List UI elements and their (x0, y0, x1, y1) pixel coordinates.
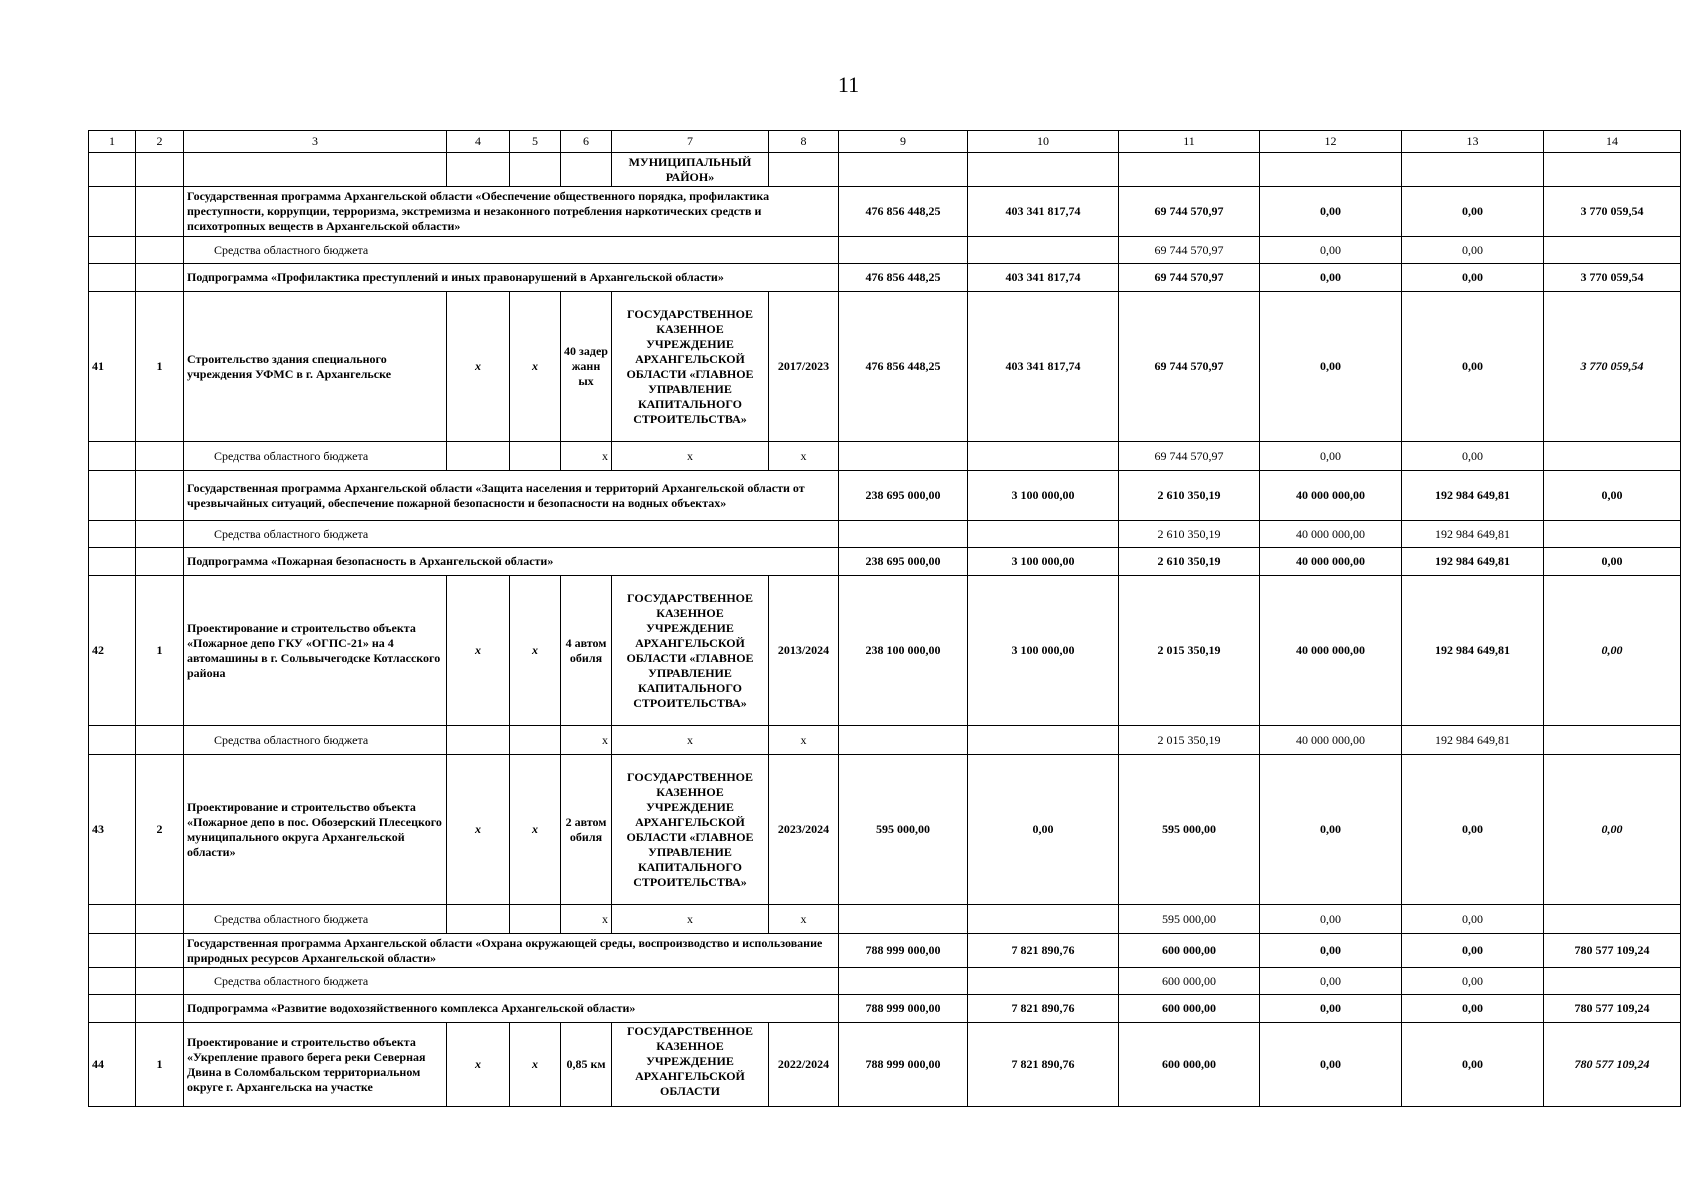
sub-number: 1 (136, 1023, 184, 1107)
cell-c11: 2 610 350,19 (1119, 548, 1260, 576)
subprogram-row (89, 548, 1681, 576)
cell-c13: 192 984 649,81 (1402, 726, 1544, 755)
sub-number: 2 (136, 755, 184, 905)
cell-c13: 192 984 649,81 (1402, 471, 1544, 521)
sub-number: 1 (136, 576, 184, 726)
cell-c6: x (561, 905, 612, 934)
object-name: Строительство здания специального учреждения УФМС в г. Архангельске (184, 292, 447, 442)
sub-number: 1 (136, 292, 184, 442)
cell-c9: 476 856 448,25 (839, 264, 968, 292)
period: 2023/2024 (769, 755, 839, 905)
cell-c8: x (769, 726, 839, 755)
cell-c9: 238 695 000,00 (839, 548, 968, 576)
org-cell: МУНИЦИПАЛЬНЫЙ РАЙОН» (612, 153, 769, 187)
budget-label: Средства областного бюджета (184, 905, 447, 934)
cell-c12: 40 000 000,00 (1260, 576, 1402, 726)
object-row (89, 292, 1681, 442)
cell-c12: 40 000 000,00 (1260, 548, 1402, 576)
cell-c14: 0,00 (1544, 755, 1681, 905)
budget-label: Средства областного бюджета (184, 521, 839, 548)
cell-c12: 0,00 (1260, 995, 1402, 1023)
cell-c10: 7 821 890,76 (968, 995, 1119, 1023)
subprogram-title: Подпрограмма «Пожарная безопасность в Архангельской области» (184, 548, 839, 576)
budget-row (89, 968, 1681, 995)
budget-label: Средства областного бюджета (184, 968, 839, 995)
cell-c5: х (510, 755, 561, 905)
cell-c13: 0,00 (1402, 292, 1544, 442)
cell-c11: 2 610 350,19 (1119, 521, 1260, 548)
program-row (89, 471, 1681, 521)
col-header: 10 (968, 131, 1119, 153)
cell-c11: 600 000,00 (1119, 995, 1260, 1023)
cell-c8: x (769, 905, 839, 934)
cell-c9: 788 999 000,00 (839, 934, 968, 968)
cell-c9: 595 000,00 (839, 755, 968, 905)
cell-c9: 788 999 000,00 (839, 1023, 968, 1107)
budget-row (89, 521, 1681, 548)
table-row (89, 153, 1681, 187)
cell-c12: 0,00 (1260, 905, 1402, 934)
cell-c11: 595 000,00 (1119, 755, 1260, 905)
cell-c13: 0,00 (1402, 187, 1544, 237)
capacity: 40 задер жанн ых (561, 292, 612, 442)
cell-c12: 0,00 (1260, 187, 1402, 237)
object-name: Проектирование и строительство объекта «Укрепление правого берега реки Северная Двина в Соломбальском территориальном округе г. Архангельска на участке (184, 1023, 447, 1107)
col-header: 7 (612, 131, 769, 153)
cell-c6: x (561, 726, 612, 755)
row-number: 41 (89, 292, 136, 442)
cell-c13: 0,00 (1402, 237, 1544, 264)
cell-c12: 0,00 (1260, 292, 1402, 442)
subprogram-row (89, 264, 1681, 292)
cell-c12: 0,00 (1260, 934, 1402, 968)
cell-c11: 595 000,00 (1119, 905, 1260, 934)
budget-label: Средства областного бюджета (184, 442, 447, 471)
capacity: 2 автом обиля (561, 755, 612, 905)
cell-c11: 2 610 350,19 (1119, 471, 1260, 521)
cell-c14: 0,00 (1544, 548, 1681, 576)
col-header: 2 (136, 131, 184, 153)
col-header: 4 (447, 131, 510, 153)
cell-c14: 780 577 109,24 (1544, 995, 1681, 1023)
cell-c12: 0,00 (1260, 237, 1402, 264)
row-number: 43 (89, 755, 136, 905)
object-row (89, 1023, 1681, 1107)
cell-c10: 403 341 817,74 (968, 187, 1119, 237)
cell-c12: 0,00 (1260, 968, 1402, 995)
col-header: 11 (1119, 131, 1260, 153)
period: 2022/2024 (769, 1023, 839, 1107)
cell-c12: 0,00 (1260, 442, 1402, 471)
budget-row (89, 237, 1681, 264)
table-header-row (89, 131, 1681, 153)
cell-c8: x (769, 442, 839, 471)
cell-c13: 0,00 (1402, 934, 1544, 968)
cell-c10: 7 821 890,76 (968, 1023, 1119, 1107)
col-header: 3 (184, 131, 447, 153)
cell-c10: 403 341 817,74 (968, 264, 1119, 292)
org-cell: ГОСУДАРСТВЕННОЕ КАЗЕННОЕ УЧРЕЖДЕНИЕ АРХАНГЕЛЬСКОЙ ОБЛАСТИ «ГЛАВНОЕ УПРАВЛЕНИЕ КАПИТАЛЬНОГО СТРОИТЕЛЬСТВА» (612, 755, 769, 905)
cell-c7: x (612, 905, 769, 934)
object-row (89, 755, 1681, 905)
cell-c12: 0,00 (1260, 264, 1402, 292)
cell-c13: 0,00 (1402, 264, 1544, 292)
cell-c14: 0,00 (1544, 576, 1681, 726)
col-header: 13 (1402, 131, 1544, 153)
object-row (89, 576, 1681, 726)
program-title: Государственная программа Архангельской области «Охрана окружающей среды, воспроизводство и использование природных ресурсов Архангельской области» (184, 934, 839, 968)
cell-c11: 69 744 570,97 (1119, 264, 1260, 292)
cell-c11: 600 000,00 (1119, 1023, 1260, 1107)
cell-c10: 403 341 817,74 (968, 292, 1119, 442)
cell-c13: 0,00 (1402, 442, 1544, 471)
cell-c14: 3 770 059,54 (1544, 292, 1681, 442)
cell-c6: x (561, 442, 612, 471)
cell-c12: 40 000 000,00 (1260, 521, 1402, 548)
cell-c14: 3 770 059,54 (1544, 264, 1681, 292)
cell-c11: 600 000,00 (1119, 968, 1260, 995)
cell-c7: x (612, 726, 769, 755)
cell-c12: 0,00 (1260, 1023, 1402, 1107)
program-row (89, 934, 1681, 968)
cell-c11: 2 015 350,19 (1119, 726, 1260, 755)
org-cell: ГОСУДАРСТВЕННОЕ КАЗЕННОЕ УЧРЕЖДЕНИЕ АРХАНГЕЛЬСКОЙ ОБЛАСТИ «ГЛАВНОЕ УПРАВЛЕНИЕ КАПИТАЛЬНОГО СТРОИТЕЛЬСТВА» (612, 576, 769, 726)
cell-c11: 2 015 350,19 (1119, 576, 1260, 726)
object-name: Проектирование и строительство объекта «Пожарное депо ГКУ «ОГПС-21» на 4 автомашины в г. Сольвычегодске Котласского района (184, 576, 447, 726)
cell-c10: 3 100 000,00 (968, 471, 1119, 521)
period: 2017/2023 (769, 292, 839, 442)
cell-c11: 69 744 570,97 (1119, 292, 1260, 442)
row-number: 42 (89, 576, 136, 726)
capacity: 4 автом обиля (561, 576, 612, 726)
cell-c5: х (510, 292, 561, 442)
subprogram-row (89, 995, 1681, 1023)
object-name: Проектирование и строительство объекта «Пожарное депо в пос. Обозерский Плесецкого муниципального округа Архангельской области» (184, 755, 447, 905)
cell-c11: 69 744 570,97 (1119, 187, 1260, 237)
cell-c10: 0,00 (968, 755, 1119, 905)
cell-c4: х (447, 576, 510, 726)
cell-c13: 0,00 (1402, 968, 1544, 995)
cell-c11: 69 744 570,97 (1119, 237, 1260, 264)
col-header: 6 (561, 131, 612, 153)
cell-c12: 40 000 000,00 (1260, 471, 1402, 521)
budget-label: Средства областного бюджета (184, 726, 447, 755)
budget-row (89, 905, 1681, 934)
cell-c13: 0,00 (1402, 755, 1544, 905)
subprogram-title: Подпрограмма «Профилактика преступлений и иных правонарушений в Архангельской области» (184, 264, 839, 292)
capacity: 0,85 км (561, 1023, 612, 1107)
budget-row (89, 726, 1681, 755)
cell-c14: 780 577 109,24 (1544, 1023, 1681, 1107)
cell-c13: 192 984 649,81 (1402, 576, 1544, 726)
col-header: 1 (89, 131, 136, 153)
cell-c4: х (447, 292, 510, 442)
cell-c9: 238 100 000,00 (839, 576, 968, 726)
cell-c12: 40 000 000,00 (1260, 726, 1402, 755)
subprogram-title: Подпрограмма «Развитие водохозяйственного комплекса Архангельской области» (184, 995, 839, 1023)
cell-c9: 788 999 000,00 (839, 995, 968, 1023)
cell-c13: 192 984 649,81 (1402, 521, 1544, 548)
col-header: 5 (510, 131, 561, 153)
cell-c14: 780 577 109,24 (1544, 934, 1681, 968)
cell-c7: x (612, 442, 769, 471)
col-header: 9 (839, 131, 968, 153)
cell-c13: 192 984 649,81 (1402, 548, 1544, 576)
cell-c13: 0,00 (1402, 905, 1544, 934)
cell-c10: 3 100 000,00 (968, 576, 1119, 726)
budget-table (88, 130, 1681, 1107)
program-title: Государственная программа Архангельской области «Обеспечение общественного порядка, профилактика преступности, коррупции, терроризма, экстремизма и незаконного потребления наркотических средств и психотропных веществ в Архангельской области» (184, 187, 839, 237)
budget-row (89, 442, 1681, 471)
cell-c13: 0,00 (1402, 1023, 1544, 1107)
cell-c14: 0,00 (1544, 471, 1681, 521)
row-number: 44 (89, 1023, 136, 1107)
cell-c4: х (447, 1023, 510, 1107)
cell-c9: 476 856 448,25 (839, 292, 968, 442)
period: 2013/2024 (769, 576, 839, 726)
cell-c4: х (447, 755, 510, 905)
page-number: 11 (837, 72, 860, 97)
col-header: 8 (769, 131, 839, 153)
cell-c9: 476 856 448,25 (839, 187, 968, 237)
cell-c10: 3 100 000,00 (968, 548, 1119, 576)
program-row (89, 187, 1681, 237)
org-cell: ГОСУДАРСТВЕННОЕ КАЗЕННОЕ УЧРЕЖДЕНИЕ АРХАНГЕЛЬСКОЙ ОБЛАСТИ (612, 1023, 769, 1107)
cell-c9: 238 695 000,00 (839, 471, 968, 521)
cell-c14: 3 770 059,54 (1544, 187, 1681, 237)
program-title: Государственная программа Архангельской области «Защита населения и территорий Архангельской области от чрезвычайных ситуаций, обеспечение пожарной безопасности и безопасности на водных объектах» (184, 471, 839, 521)
cell-c13: 0,00 (1402, 995, 1544, 1023)
cell-c11: 69 744 570,97 (1119, 442, 1260, 471)
col-header: 12 (1260, 131, 1402, 153)
cell-c5: х (510, 1023, 561, 1107)
cell-c10: 7 821 890,76 (968, 934, 1119, 968)
cell-c12: 0,00 (1260, 755, 1402, 905)
cell-c5: х (510, 576, 561, 726)
org-cell: ГОСУДАРСТВЕННОЕ КАЗЕННОЕ УЧРЕЖДЕНИЕ АРХАНГЕЛЬСКОЙ ОБЛАСТИ «ГЛАВНОЕ УПРАВЛЕНИЕ КАПИТАЛЬНОГО СТРОИТЕЛЬСТВА» (612, 292, 769, 442)
col-header: 14 (1544, 131, 1681, 153)
budget-label: Средства областного бюджета (184, 237, 839, 264)
cell-c11: 600 000,00 (1119, 934, 1260, 968)
